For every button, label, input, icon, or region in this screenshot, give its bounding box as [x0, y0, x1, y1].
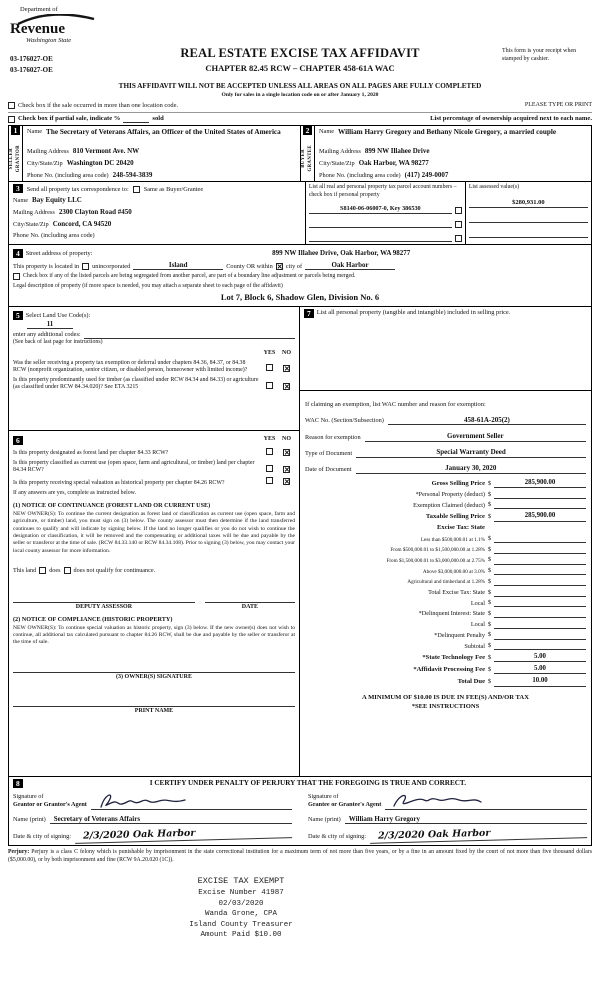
- buyer-address-label: Mailing Address: [319, 148, 361, 156]
- financial-label: Gross Selling Price: [431, 479, 485, 487]
- financial-label: Exemption Claimed (deduct): [413, 501, 485, 509]
- dollar-sign: $: [487, 577, 492, 585]
- section-2-badge: 2: [303, 126, 313, 135]
- print-name-line[interactable]: [13, 697, 295, 707]
- timber-yes-checkbox[interactable]: [266, 382, 273, 389]
- buyer-csz-label: City/State/Zip: [319, 159, 355, 167]
- title-block: [136, 46, 464, 73]
- parcel-row: [309, 205, 462, 214]
- personal-property-checkbox[interactable]: [455, 221, 462, 228]
- assessed-value-row: [469, 230, 588, 238]
- financial-row: [305, 631, 586, 639]
- section-6-badge: 6: [13, 436, 23, 445]
- doc-date-label: Date of Document: [305, 465, 352, 473]
- county-field[interactable]: Island: [133, 261, 223, 271]
- financial-lines: [305, 479, 586, 687]
- assessor-date-label: DATE: [241, 603, 258, 610]
- dollar-sign: $: [487, 609, 492, 617]
- dollar-sign: $: [487, 588, 492, 596]
- financial-value-field[interactable]: 5.00: [494, 653, 586, 662]
- assessor-signature-row: [13, 593, 295, 612]
- grantee-name-print-field[interactable]: William Harry Gregory: [345, 815, 587, 825]
- segregated-note: Check box if any of the listed parcels are being segregated from another parcel, are part of a boundary line adjustment or parcels being merged.: [23, 272, 356, 279]
- financial-label: Total Excise Tax: State: [428, 588, 485, 596]
- no-checkbox[interactable]: ✕: [284, 448, 290, 457]
- reason-label: Reason for exemption: [305, 434, 361, 442]
- grantor-name-print-field[interactable]: Secretary of Veterans Affairs: [50, 815, 292, 825]
- financial-row: [305, 535, 586, 543]
- dor-logo: [10, 6, 130, 45]
- county-or-within-label: County OR within: [226, 262, 273, 270]
- section-5-badge: 5: [13, 311, 23, 320]
- yes-column-label: YES: [263, 349, 276, 356]
- owner-signature-label: (3) OWNER(S) SIGNATURE: [116, 673, 192, 680]
- wac-label: WAC No. (Section/Subsection): [305, 417, 384, 425]
- buyer-side-strip: [301, 126, 315, 181]
- financial-row: [305, 556, 586, 564]
- financial-row: [305, 479, 586, 488]
- classification-question-row: [13, 448, 295, 458]
- parcel-number-field[interactable]: [309, 220, 452, 228]
- parcel-row: [309, 220, 462, 228]
- grantee-name-print-label: Name (print): [308, 816, 341, 824]
- form-number-2: 03-176027-OE: [10, 65, 53, 74]
- financial-value-field[interactable]: 5.00: [494, 665, 586, 674]
- does-checkbox[interactable]: [39, 567, 46, 574]
- financial-label: Taxable Selling Price: [425, 513, 485, 521]
- section6-yes-no-header: [13, 436, 295, 445]
- seller-vertical-label: SELLER: [9, 147, 15, 170]
- additional-codes-field[interactable]: [84, 331, 295, 339]
- grantor-date-city-field[interactable]: 2/3/2020 Oak Harbor: [75, 825, 292, 844]
- financial-row: [305, 665, 586, 674]
- classification-question-text: Is this property receiving special valuation as historical property per chapter 84.26 RCW?: [13, 480, 225, 487]
- classification-question-row: [13, 477, 295, 487]
- financial-label: Local: [470, 621, 485, 629]
- grantee-agent-label: Grantee or Grantee's Agent: [308, 801, 382, 809]
- personal-property-checkbox[interactable]: [455, 235, 462, 242]
- seller-address-field[interactable]: 810 Vermont Ave. NW: [72, 147, 140, 156]
- financial-label: *Delinquent Penalty: [434, 631, 485, 639]
- financial-row: [305, 677, 586, 686]
- financial-label: *Affidavit Processing Fee: [413, 666, 485, 674]
- assessor-date-column: [205, 593, 295, 612]
- see-instructions-text: *SEE INSTRUCTIONS: [411, 702, 480, 710]
- corr-address-label: Mailing Address: [13, 209, 55, 217]
- doc-type-label: Type of Document: [305, 449, 353, 457]
- deputy-assessor-signature-line[interactable]: [13, 593, 195, 603]
- buyer-section: [300, 126, 591, 181]
- stamp-treasurer-title: Island County Treasurer: [189, 920, 293, 929]
- section-8-badge: 8: [13, 779, 23, 788]
- parcel-numbers-block: [306, 182, 466, 243]
- assessed-values-block: [466, 182, 591, 243]
- grantee-date-city-field[interactable]: 2/3/2020 Oak Harbor: [370, 825, 587, 844]
- parcel-number-field[interactable]: S8140-06-06007-0, Key 386530: [309, 205, 452, 214]
- financial-row: [305, 546, 586, 554]
- financial-row: [305, 491, 586, 499]
- assessed-value-field[interactable]: [469, 215, 588, 223]
- partial-percent-field[interactable]: [123, 116, 149, 123]
- page-subtitle: CHAPTER 82.45 RCW – CHAPTER 458-61A WAC: [205, 62, 395, 73]
- corr-csz-field[interactable]: Concord, CA 94520: [52, 219, 112, 228]
- yes-checkbox[interactable]: [266, 448, 273, 455]
- dollar-sign: $: [487, 534, 492, 542]
- no-checkbox[interactable]: ✕: [284, 478, 290, 487]
- middle-right-column: [300, 307, 591, 776]
- no-column-label: NO: [282, 349, 291, 356]
- if-any-yes-note: If any answers are yes, complete as instructed below.: [13, 490, 136, 497]
- form-numbers: [10, 54, 53, 75]
- city-field[interactable]: Oak Harbor: [305, 261, 395, 271]
- assessor-date-line[interactable]: [205, 593, 295, 603]
- grantor-signature-of-label: Signature of: [13, 793, 44, 801]
- financial-row: [305, 642, 586, 650]
- grantor-vertical-label: GRANTOR: [16, 144, 21, 172]
- dollar-sign: $: [487, 501, 492, 509]
- warning-note: THIS AFFIDAVIT WILL NOT BE ACCEPTED UNLESS ALL AREAS ON ALL PAGES ARE FULLY COMPLETED: [118, 82, 482, 90]
- exemption-yes-checkbox[interactable]: [266, 364, 273, 371]
- seller-address-label: Mailing Address: [27, 148, 69, 156]
- financial-label: Subtotal: [464, 642, 485, 650]
- classification-question-row: [13, 460, 295, 474]
- timber-question-text: Is this property predominantly used for timber (as classified under RCW 84.34 and 84.33) or agriculture (as classified under RCW 84.34.020)? See ETA 3215: [13, 377, 259, 391]
- partial-sale-label: Check box if partial sale, indicate %: [18, 114, 121, 122]
- buyer-csz-field[interactable]: Oak Harbor, WA 98277: [358, 158, 429, 167]
- dollar-sign: $: [487, 513, 492, 521]
- see-back-note: (See back of last page for instructions): [13, 339, 103, 346]
- deputy-assessor-column: [13, 593, 195, 612]
- assessed-value-field[interactable]: [469, 230, 588, 238]
- financial-value-field[interactable]: 285,900.00: [494, 479, 586, 488]
- exemption-question-text: Was the seller receiving a property tax exemption or deferral under chapters 84.36, 84.37, or 84.38 RCW (nonprofit organization, senior citizen, or disabled person, homeowner with limited income)?: [13, 360, 248, 374]
- financial-label: *State Technology Fee: [422, 654, 485, 662]
- corr-phone-label: Phone No. (including area code): [13, 231, 95, 239]
- financial-row: [305, 524, 586, 532]
- grantee-vertical-label: GRANTEE: [308, 145, 313, 172]
- corr-address-field[interactable]: 2300 Clayton Road #450: [58, 208, 132, 217]
- multi-location-label: Check box if the sale occurred in more than one location code.: [18, 101, 179, 109]
- notice-compliance-title: (2) NOTICE OF COMPLIANCE (HISTORIC PROPERTY): [13, 616, 173, 624]
- grantor-name-print-label: Name (print): [13, 816, 46, 824]
- seller-csz-field[interactable]: Washington DC 20420: [66, 158, 134, 167]
- logo-department-of: Department of: [20, 6, 58, 13]
- tax-correspondence-block: [9, 182, 306, 243]
- city-checkbox[interactable]: ✕: [276, 263, 283, 272]
- yes-column-label: YES: [263, 435, 276, 442]
- buyer-address-field[interactable]: 899 NW Illahee Drive: [364, 147, 430, 156]
- exemption-no-checkbox[interactable]: ✕: [284, 365, 290, 374]
- additional-codes-label: enter any additional codes:: [13, 331, 81, 339]
- section-4-badge: 4: [13, 249, 23, 258]
- type-or-print-note: PLEASE TYPE OR PRINT: [524, 102, 592, 109]
- grantee-signature-of-label: Signature of: [308, 793, 339, 801]
- corr-name-label: Name: [13, 197, 29, 205]
- owner-signature-block: [13, 663, 295, 716]
- financial-label: From $500,000.01 to $1,500,000.00 at 1.28%: [390, 547, 485, 554]
- timber-no-checkbox[interactable]: ✕: [284, 382, 290, 391]
- buyer-fields: [315, 126, 591, 181]
- section-3: [8, 182, 592, 244]
- stamp-amount-paid: Amount Paid $10.00: [200, 931, 282, 940]
- street-address-label: Street address of property:: [25, 250, 93, 258]
- grantor-signature-column: [13, 792, 292, 842]
- assessed-value-row: [469, 199, 588, 208]
- middle-region: [8, 307, 592, 777]
- financial-value-field[interactable]: [494, 535, 586, 543]
- stamp-date: 02/03/2020: [218, 899, 264, 908]
- financial-value-field[interactable]: [494, 546, 586, 554]
- land-use-code-field[interactable]: 11: [27, 320, 73, 330]
- classification-question-text: Is this property designated as forest land per chapter 84.33 RCW?: [13, 450, 169, 457]
- financial-label: Local: [470, 599, 485, 607]
- section-5: [9, 307, 299, 431]
- buyer-phone-field[interactable]: (417) 249-0007: [404, 170, 449, 179]
- corr-csz-label: City/State/Zip: [13, 220, 49, 228]
- partial-sold-label: sold: [152, 114, 164, 122]
- city-of-label: city of: [285, 262, 303, 270]
- unincorporated-label: unincorporated: [92, 262, 131, 270]
- wac-field[interactable]: 458-61A-205(2): [388, 416, 586, 426]
- financial-row: [305, 599, 586, 607]
- corr-phone-field[interactable]: [99, 232, 301, 240]
- financial-value-field[interactable]: [494, 589, 586, 597]
- buyer-vertical-label: BUYER: [301, 148, 307, 168]
- financial-label: Total Due: [457, 678, 485, 686]
- section-3-badge: 3: [13, 184, 23, 193]
- assessed-value-field[interactable]: $280,931.00: [469, 199, 588, 208]
- notice-continuance-body: NEW OWNER(S): To continue the current designation as forest land or classification as current use (open space, farm and agriculture, or timber) land, you must sign on (3) below. The county assessor must then determine if the land transferred continues to qualify and will indicate by signing below. If the land no longer qualifies or you do not wish to continue the designation or classification, it will be removed and the compensating or additional taxes will be due and payable by the seller or transferor at the time of sale. (RCW 84.33.140 or RCW 84.34.108). Prior to signing (3) below, you may contact your local county assessor for more information.: [13, 511, 295, 554]
- financial-label: Excise Tax: State: [437, 524, 485, 532]
- financial-value-field[interactable]: [494, 610, 586, 618]
- perjury-lead: Perjury:: [8, 849, 30, 856]
- segregated-checkbox[interactable]: [13, 273, 20, 280]
- assessed-header: List assessed value(s): [468, 184, 520, 191]
- financial-value-field[interactable]: [494, 524, 586, 532]
- seller-section: [9, 126, 300, 181]
- section-4: [8, 245, 592, 307]
- personal-property-checkbox[interactable]: [455, 207, 462, 214]
- no-column-label: NO: [282, 435, 291, 442]
- middle-left-column: [9, 307, 300, 776]
- classification-question-text: Is this property classified as current use (open space, farm and agricultural, or timber) land per chapter 84.34 RCW?: [13, 460, 255, 474]
- grantee-signature-column: [308, 792, 587, 842]
- seller-phone-field[interactable]: 248-594-3839: [112, 170, 153, 179]
- minimum-due-text: A MINIMUM OF $10.00 IS DUE IN FEE(S) AND/OR TAX: [362, 693, 529, 701]
- dollar-sign: $: [487, 642, 492, 650]
- corr-name-field[interactable]: Bay Equity LLC: [32, 196, 82, 205]
- same-as-buyer-checkbox[interactable]: [133, 186, 140, 193]
- section-8: [8, 777, 592, 847]
- dollar-sign: $: [487, 678, 492, 686]
- stamp-excise-number: Excise Number 41987: [198, 889, 284, 898]
- does-not-checkbox[interactable]: [64, 567, 71, 574]
- doc-type-field[interactable]: Special Warranty Deed: [356, 448, 586, 458]
- financial-value-field[interactable]: [494, 491, 586, 499]
- financial-value-field[interactable]: [494, 567, 586, 575]
- buyer-name-label: Name: [319, 128, 335, 136]
- financial-label: Agricultural and timberland at 1.28%: [407, 579, 485, 586]
- dollar-sign: $: [487, 599, 492, 607]
- financial-label: *Personal Property (deduct): [415, 490, 485, 498]
- located-in-label: This property is located in: [13, 262, 80, 270]
- financial-label: Above $3,000,000.00 at 3.0%: [422, 568, 485, 575]
- dollar-sign: $: [487, 654, 492, 662]
- financial-row: [305, 512, 586, 521]
- partial-sale-row: [8, 115, 592, 123]
- does-not-label: does not qualify for continuance.: [73, 566, 156, 574]
- grantor-signature-line[interactable]: [91, 792, 292, 810]
- section5-yes-no-header: [13, 350, 295, 358]
- dollar-sign: $: [487, 567, 492, 575]
- no-checkbox[interactable]: ✕: [284, 465, 290, 474]
- dollar-sign: $: [487, 479, 492, 487]
- section-1-badge: 1: [11, 126, 21, 135]
- ownership-note: List percentage of ownership acquired next to each name.: [430, 114, 592, 122]
- buyer-name-field[interactable]: William Harry Gregory and Bethany Nicole Gregory, a married couple: [338, 128, 557, 137]
- treasurer-stamp: [126, 876, 356, 940]
- financial-row: [305, 578, 586, 586]
- header: [8, 6, 592, 82]
- financial-value-field[interactable]: 285,900.00: [494, 512, 586, 521]
- notice-continuance-title: (1) NOTICE OF CONTINUANCE (FOREST LAND OR CURRENT USE): [13, 502, 211, 510]
- buyer-side-words: [301, 135, 314, 181]
- this-land-label: This land: [13, 566, 37, 574]
- stamp-treasurer-name: Wanda Grone, CPA: [204, 910, 277, 919]
- seller-name-label: Name: [27, 128, 43, 136]
- grantor-date-city-label: Date & city of signing:: [13, 833, 72, 841]
- exemption-question-row: [13, 360, 295, 374]
- does-label: does: [49, 566, 61, 574]
- seller-phone-label: Phone No. (including area code): [27, 171, 109, 179]
- multi-location-checkbox[interactable]: [8, 102, 15, 109]
- exemption-intro: If claiming an exemption, list WAC number and reason for exemption:: [305, 400, 486, 408]
- parcel-number-field[interactable]: [309, 234, 452, 242]
- unincorporated-checkbox[interactable]: [82, 263, 89, 270]
- minimum-due-note: [305, 693, 586, 711]
- legal-description-label: Legal description of property (if more space is needed, you may attach a separate sheet to each page of the affidavit): [13, 282, 283, 289]
- yes-checkbox[interactable]: [266, 477, 273, 484]
- logo-revenue: Revenue: [10, 21, 65, 38]
- section-7-badge: 7: [304, 309, 314, 318]
- legal-description-field[interactable]: Lot 7, Block 6, Shadow Glen, Division No. 6: [220, 291, 380, 302]
- grantor-signature-ink: [95, 790, 191, 812]
- financial-value-field[interactable]: 10.00: [494, 677, 586, 686]
- parties-row: [8, 125, 592, 182]
- certify-statement: I CERTIFY UNDER PENALTY OF PERJURY THAT THE FOREGOING IS TRUE AND CORRECT.: [149, 778, 466, 787]
- financial-row: [305, 621, 586, 629]
- perjury-notice: [8, 849, 592, 864]
- personal-property-label: List all personal property (tangible and intangible) included in selling price.: [316, 308, 511, 316]
- financial-value-field[interactable]: [494, 632, 586, 640]
- stamp-exempt-line: EXCISE TAX EXEMPT: [197, 876, 285, 887]
- page-title: REAL ESTATE EXCISE TAX AFFIDAVIT: [180, 46, 420, 60]
- financial-label: *Delinquent Interest: State: [418, 610, 485, 618]
- doc-date-field[interactable]: January 30, 2020: [356, 464, 586, 474]
- dollar-sign: $: [487, 666, 492, 674]
- receipt-note: This form is your receipt when stamped by cashier.: [502, 48, 577, 62]
- financial-row: [305, 653, 586, 662]
- financial-value-field[interactable]: [494, 578, 586, 586]
- seller-side-words: [9, 135, 22, 181]
- assessed-value-row: [469, 215, 588, 223]
- financial-row: [305, 567, 586, 575]
- section-6: [9, 431, 299, 776]
- send-correspondence-label: Send all property tax correspondence to:: [26, 185, 129, 193]
- section-7: [300, 307, 591, 391]
- land-use-label: Select Land Use Code(s):: [25, 311, 91, 319]
- multi-location-row: [8, 102, 592, 113]
- parcel-row: [309, 234, 462, 242]
- grantor-agent-label: Grantor or Grantor's Agent: [13, 801, 87, 809]
- partial-sale-checkbox[interactable]: [8, 116, 15, 123]
- financial-value-field[interactable]: [494, 621, 586, 629]
- single-location-note: Only for sales in a single location code on or after January 1, 2020: [221, 92, 379, 98]
- buyer-phone-label: Phone No. (including area code): [319, 171, 401, 179]
- same-as-buyer-label: Same as Buyer/Grantee: [143, 185, 204, 193]
- yes-checkbox[interactable]: [266, 465, 273, 472]
- seller-name-field[interactable]: The Secretary of Veterans Affairs, an Officer of the United States of America: [46, 128, 281, 137]
- perjury-text: Perjury is a class C felony which is punishable by imprisonment in the state correctional institution for a maximum term of not more than five years, or by a fine in an amount fixed by the court of not more than five thousand dollars ($5,000.00), or by both imprisonment and fine (RCW 9A.20.020 (1C)).: [8, 849, 592, 863]
- street-address-field[interactable]: 899 NW Illahee Drive, Oak Harbor, WA 98277: [272, 249, 411, 258]
- grantee-signature-ink: [389, 790, 485, 812]
- seller-csz-label: City/State/Zip: [27, 159, 63, 167]
- dollar-sign: $: [487, 556, 492, 564]
- financial-label: Less than $500,000.01 at 1.1%: [420, 536, 485, 543]
- form-number-1: 03-176027-OE: [10, 55, 53, 63]
- seller-fields: [23, 126, 300, 181]
- financial-row: [305, 610, 586, 618]
- financial-value-field[interactable]: [494, 642, 586, 650]
- timber-question-row: [13, 377, 295, 391]
- financial-value-field[interactable]: [494, 501, 586, 509]
- print-name-label: PRINT NAME: [134, 708, 174, 715]
- grantee-date-city-label: Date & city of signing:: [308, 833, 367, 841]
- financial-value-field[interactable]: [494, 557, 586, 565]
- owner-signature-line[interactable]: [13, 663, 295, 673]
- grantee-signature-line[interactable]: [385, 792, 587, 810]
- dollar-sign: $: [487, 545, 492, 553]
- dollar-sign: $: [487, 620, 492, 628]
- financial-value-field[interactable]: [494, 599, 586, 607]
- reason-field[interactable]: Government Seller: [365, 432, 586, 442]
- continuance-qualify-row: [13, 567, 295, 575]
- notice-compliance-body: NEW OWNER(S): To continue special valuation as historic property, sign (3) below. If the new owner(s) does not wish to continue, all additional tax calculated pursuant to chapter 84.26 RCW, shall be due and payable by the seller or transferor at the time of sale.: [13, 624, 295, 646]
- seller-side-strip: [9, 126, 23, 181]
- deputy-assessor-label: DEPUTY ASSESSOR: [75, 603, 133, 610]
- dollar-sign: $: [487, 490, 492, 498]
- financial-label: From $1,500,000.01 to $3,000,000.00 at 2.75%: [386, 558, 485, 565]
- logo-washington-state: Washington State: [26, 37, 72, 45]
- financial-row: [305, 589, 586, 597]
- parcel-header: List all real and personal property tax parcel account numbers – check box if personal property: [308, 184, 457, 198]
- exemption-and-tax-block: [300, 391, 591, 776]
- dollar-sign: $: [487, 631, 492, 639]
- financial-row: [305, 501, 586, 509]
